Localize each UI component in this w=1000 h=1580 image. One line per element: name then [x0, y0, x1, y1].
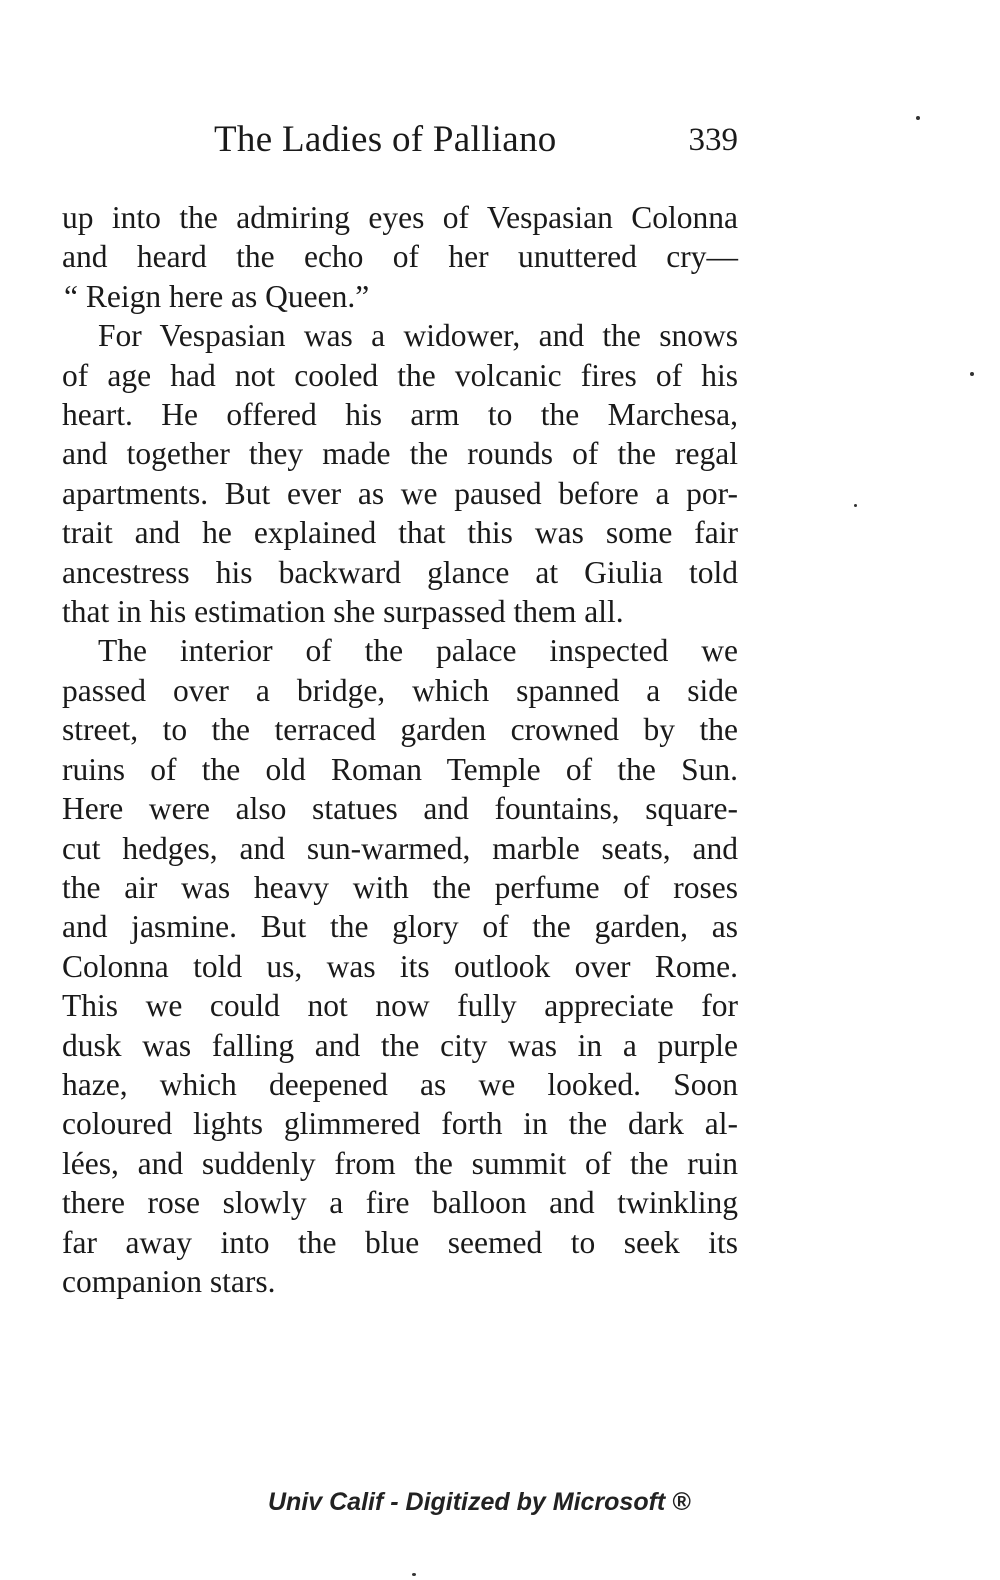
text-line: of age had not cooled the volcanic fires of his [62, 357, 738, 393]
scan-speck [916, 116, 920, 120]
page-number: 339 [688, 122, 738, 158]
text-line: up into the admiring eyes of Vespasian Colonna [62, 200, 738, 235]
text-line: far away into the blue seemed to seek its [62, 1224, 738, 1260]
text-line: and together they made the rounds of the regal [62, 436, 738, 472]
text-line: Colonna told us, was its outlook over Rome. [62, 948, 738, 984]
text-line: and jasmine. But the glory of the garden, as [62, 909, 738, 945]
text-line: Here were also statues and fountains, square- [62, 791, 738, 827]
text-line: “ Reign here as Queen.” [64, 278, 370, 314]
text-line: ancestress his backward glance at Giulia told [62, 554, 738, 590]
text-line: companion stars. [62, 1263, 276, 1299]
scan-speck [412, 1573, 416, 1576]
text-line: heart. He offered his arm to the Marchesa, [62, 397, 738, 433]
body-text [62, 198, 738, 1301]
text-line: cut hedges, and sun-warmed, marble seats, and [62, 830, 738, 866]
running-title: The Ladies of Palliano [214, 119, 557, 160]
text-line: apartments. But ever as we paused before a por- [62, 475, 738, 511]
text-line: street, to the terraced garden crowned by the [62, 712, 738, 748]
text-line: there rose slowly a fire balloon and twinkling [62, 1185, 738, 1221]
digitization-watermark: Univ Calif - Digitized by Microsoft ® [268, 1488, 691, 1516]
paragraph-start-line: The interior of the palace inspected we [98, 633, 738, 669]
text-line: dusk was falling and the city was in a purple [62, 1027, 738, 1063]
text-line: trait and he explained that this was some fair [62, 515, 738, 551]
text-line: passed over a bridge, which spanned a side [62, 672, 738, 708]
text-line: the air was heavy with the perfume of roses [62, 869, 738, 905]
running-head [62, 118, 738, 168]
text-line: lées, and suddenly from the summit of the ruin [62, 1145, 738, 1181]
scan-speck [970, 372, 974, 376]
paragraph-start-line: For Vespasian was a widower, and the snows [98, 318, 738, 354]
text-line: that in his estimation she surpassed them all. [62, 594, 624, 630]
text-line: ruins of the old Roman Temple of the Sun. [62, 751, 738, 787]
scan-speck [854, 504, 857, 507]
text-line: coloured lights glimmered forth in the dark al- [62, 1106, 738, 1142]
text-line: haze, which deepened as we looked. Soon [62, 1066, 738, 1102]
text-line: and heard the echo of her unuttered cry— [62, 239, 738, 275]
text-line: This we could not now fully appreciate for [62, 988, 738, 1024]
